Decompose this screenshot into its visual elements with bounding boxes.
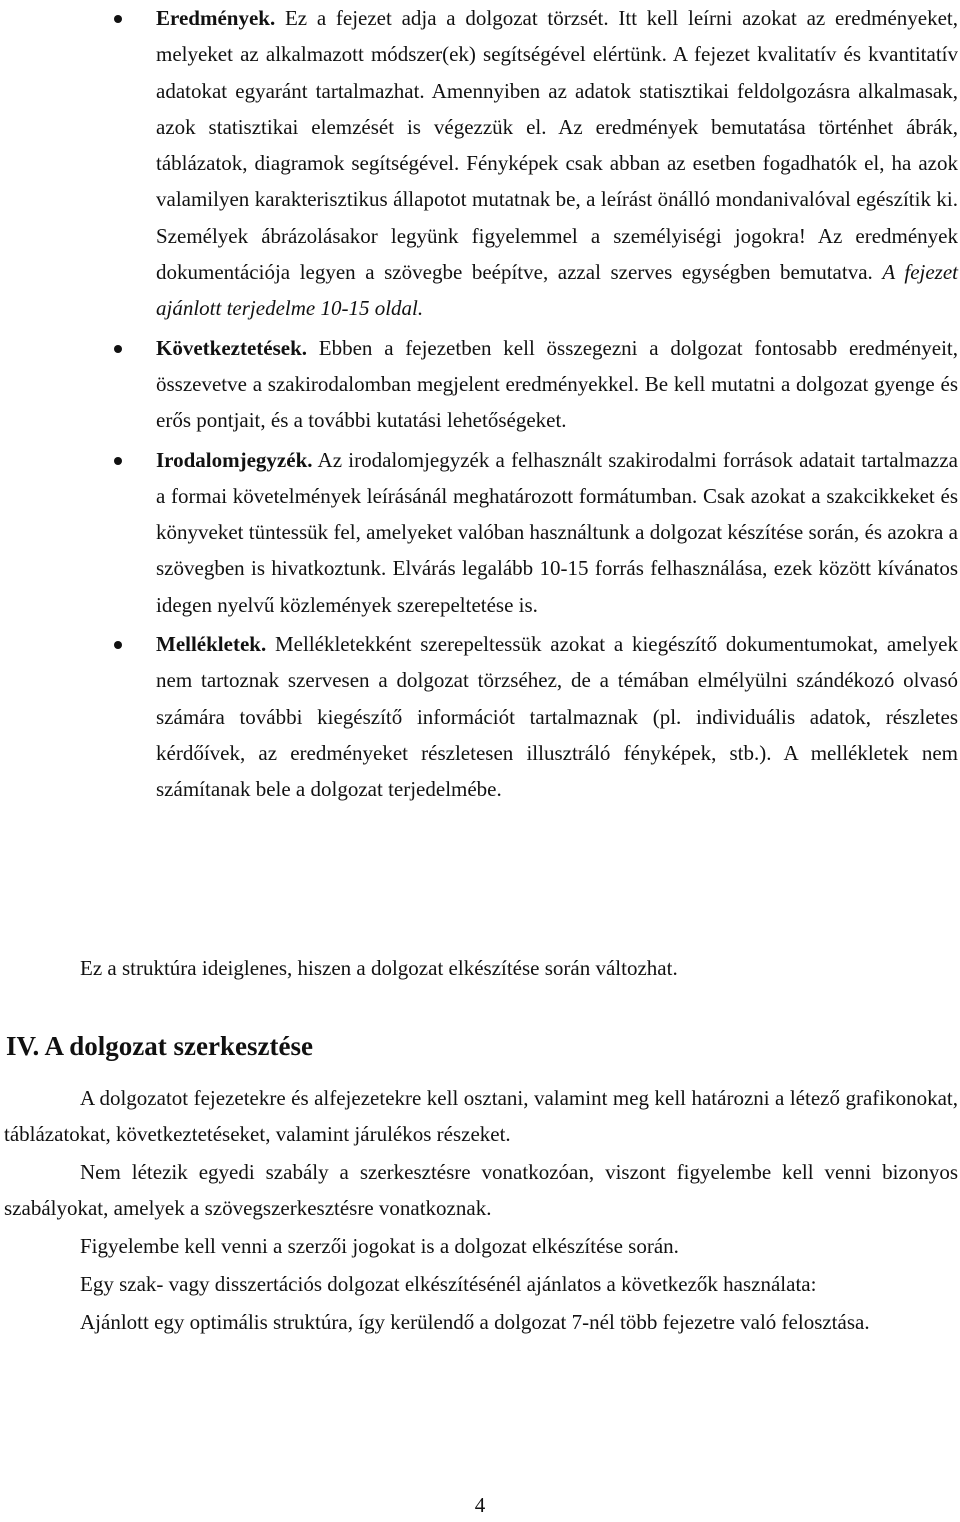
bullet-dot-icon (114, 345, 122, 353)
bullet-text: Az irodalomjegyzék a felhasznált szakirodalmi források adatait tartalmazza a formai követelmények leírásánál meghatározott formátumban. Csak azokat a szakcikkeket és könyveket tüntessük fel, amelyeket valóban használtunk a dolgozat készítése során, és azokra a szövegben is hivatkoztunk. Elvárás legalább 10-15 forrás felhasználása, ezek között kívánatos idegen nyelvű közlemények szerepeltetése is. (156, 447, 958, 617)
section-heading: IV. A dolgozat szerkesztése (6, 1031, 313, 1061)
paragraph: Egy szak- vagy disszertációs dolgozat elkészítésénél ajánlatos a következők használata: (80, 1272, 817, 1296)
bullet-lead: Irodalomjegyzék. (156, 447, 313, 472)
paragraph: Figyelembe kell venni a szerzői jogokat is a dolgozat elkészítése során. (80, 1234, 679, 1258)
bullet-lead: Eredmények. (156, 6, 276, 30)
bullet-item-irodalomjegyzek (156, 442, 958, 623)
bullet-lead: Mellékletek. (156, 632, 267, 657)
bullet-item-mellekletek (156, 626, 958, 807)
bullet-dot-icon (114, 15, 122, 23)
bullet-lead: Következtetések. (156, 335, 308, 360)
bullet-dot-icon (114, 641, 122, 649)
bullet-text: Ebben a fejezetben kell összegezni a dolgozat fontosabb eredményeit, összevetve a szakirodalomban megjelent eredményekkel. Be kell mutatni a dolgozat gyenge és erős pontjait, és a további kutatási lehetőségeket. (156, 335, 958, 433)
bullet-text: Ez a fejezet adja a dolgozat törzsét. Itt kell leírni azokat az eredményeket, melyeket az alkalmazott módszer(ek) segítségével elértünk. A fejezet kvalitatív és kvantitatív adatokat egyaránt tartalmazhat. Amennyiben az adatok statisztikai feldolgozásra alkalmasak, azok statisztikai elemzését is végezzük el. Az eredmények bemutatása történhet ábrák, táblázatok, diagramok segítségével. Fényképek csak abban az esetben fogadhatók el, ha azok valamilyen karakterisztikus állapotot mutatnak be, a leírást önálló mondanivalóval egészítik ki. Személyek ábrázolásakor legyünk figyelemmel a személyiségi jogokra! Az eredmények dokumentációja legyen a szövegbe beépítve, azzal szerves egységben bemutatva. (156, 6, 958, 285)
bullet-text: Mellékletekként szerepeltessük azokat a kiegészítő dokumentumokat, amelyek nem tartoznak szervesen a dolgozat törzséhez, de a témában elmélyülni szándékozó olvasó számára további kiegészítő információt tartalmaznak (pl. individuális adatok, részletes kérdőívek, az eredményeket részletesen illusztráló fényképek, stb.). A mellékletek nem számítanak bele a dolgozat terjedelmébe. (156, 632, 958, 802)
bullet-item-kovetkeztetesek (156, 330, 958, 439)
section-body (4, 1080, 958, 1342)
paragraph: Nem létezik egyedi szabály a szerkesztésre vonatkozóan, viszont figyelembe kell venni bizonyos szabályokat, amelyek a szövegszerkesztésre vonatkoznak. (4, 1160, 958, 1220)
paragraph: A dolgozatot fejezetekre és alfejezetekre kell osztani, valamint meg kell határozni a létező grafikonokat, táblázatokat, következtetéseket, valamint járulékos részeket. (4, 1086, 958, 1146)
bullet-dot-icon (114, 457, 122, 465)
page-number: 4 (474, 1493, 486, 1517)
paragraph: Ajánlott egy optimális struktúra, így kerülendő a dolgozat 7-nél több fejezetre való felosztása. (80, 1310, 870, 1334)
bullet-item-eredmenyek (156, 0, 958, 327)
bullet-italic-note: A fejezet ajánlott terjedelme 10-15 oldal. (156, 260, 959, 321)
structure-note: Ez a struktúra ideiglenes, hiszen a dolgozat elkészítése során változhat. (80, 956, 678, 980)
